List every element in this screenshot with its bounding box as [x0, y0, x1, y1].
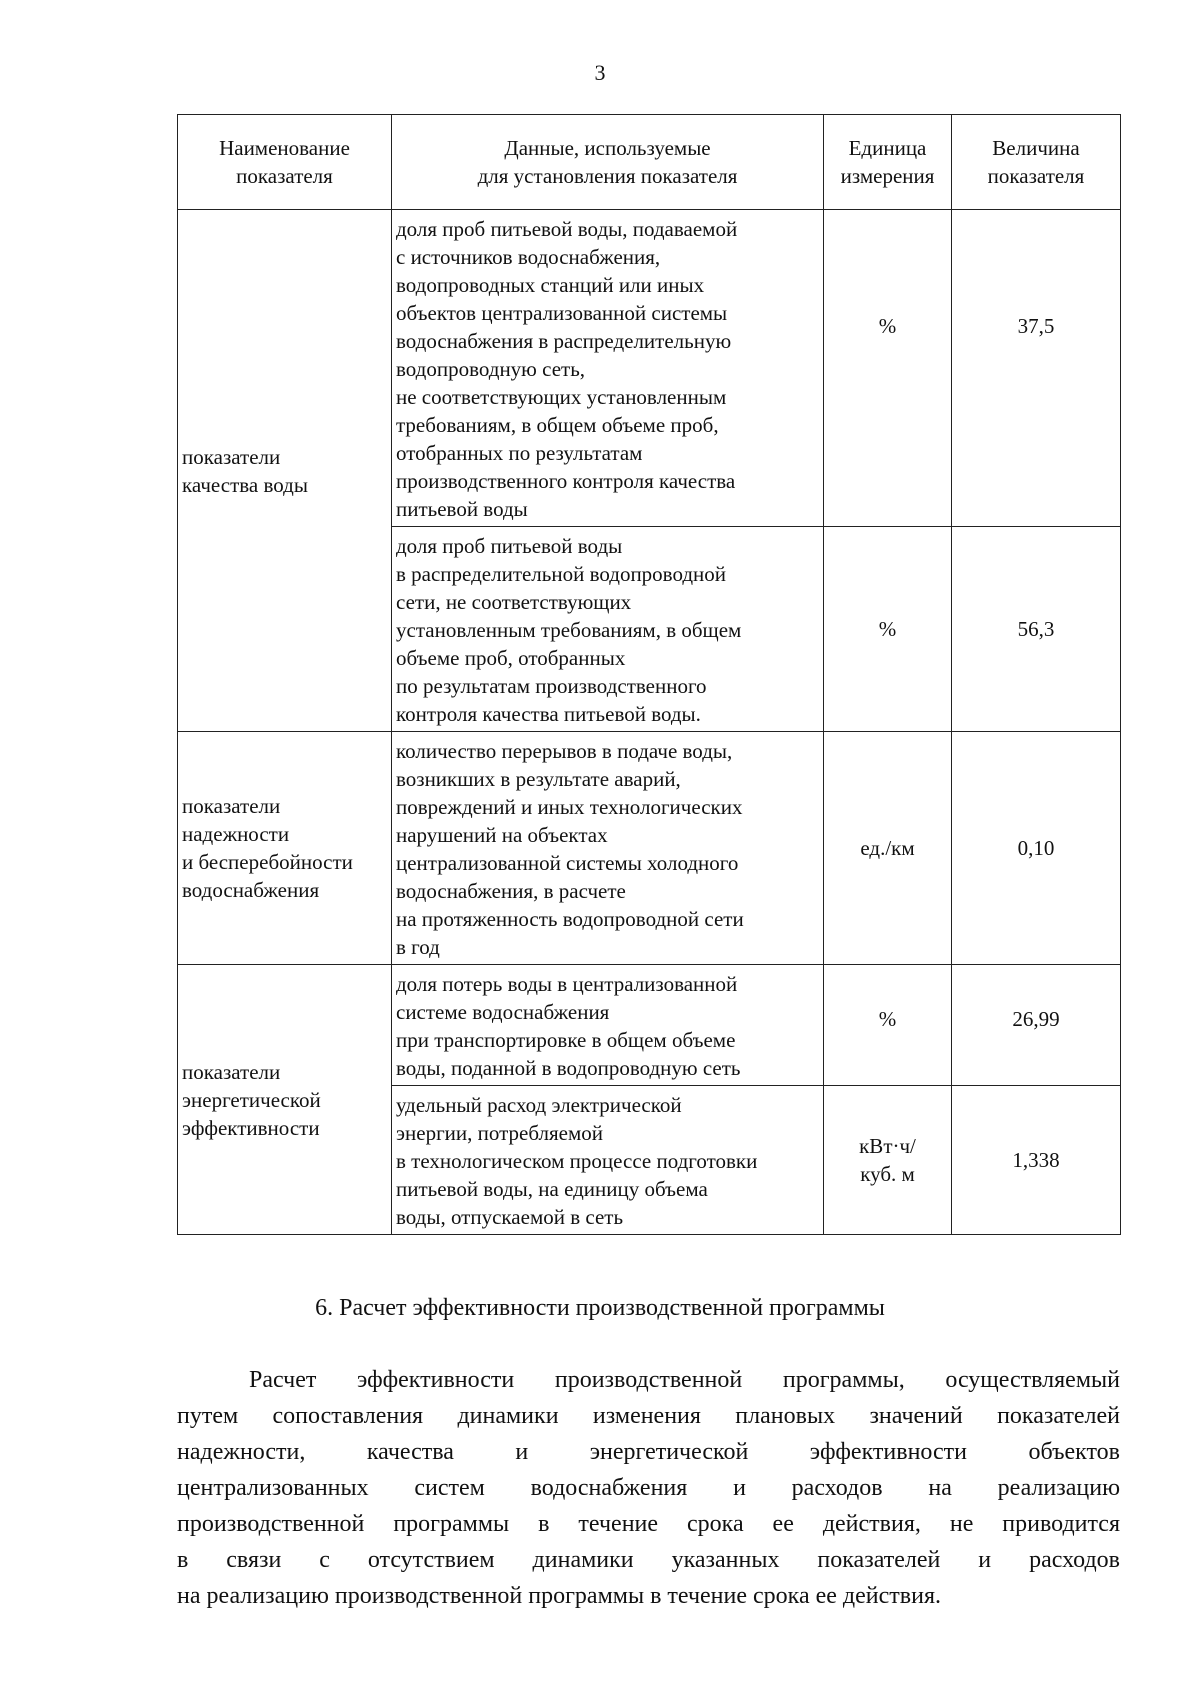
- page-number: 3: [594, 60, 606, 85]
- cell-text: в распределительной водопроводной: [396, 562, 727, 586]
- cell-text: отобранных по результатам: [396, 441, 643, 465]
- cell-text: доля проб питьевой воды: [396, 534, 623, 558]
- header-unit: [824, 115, 952, 210]
- cell-text: контроля качества питьевой воды.: [396, 702, 701, 726]
- cell-text: %: [878, 314, 897, 338]
- header-text: Величина: [992, 136, 1080, 160]
- cell-text: воды, отпускаемой в сеть: [396, 1205, 624, 1229]
- indicator-data-cell: [392, 527, 824, 732]
- indicator-value-cell: [952, 965, 1121, 1086]
- cell-text: %: [878, 617, 897, 641]
- cell-text: на протяженность водопроводной сети: [396, 907, 744, 931]
- paragraph-line: на реализацию производственной программы в течение срока ее действия.: [177, 1583, 941, 1609]
- paragraph-line: надежности, качества и энергетической эффективности объектов: [177, 1439, 1120, 1465]
- cell-text: при транспортировке в общем объеме: [396, 1028, 736, 1052]
- cell-text: водоснабжения, в расчете: [396, 879, 626, 903]
- cell-text: возникших в результате аварий,: [396, 767, 681, 791]
- cell-text: в год: [396, 935, 440, 959]
- cell-text: энергетической: [182, 1087, 321, 1112]
- header-text: Наименование: [219, 136, 350, 160]
- indicator-value-cell: [952, 527, 1121, 732]
- indicator-value-cell: [952, 210, 1121, 527]
- cell-text: 37,5: [1017, 314, 1055, 338]
- indicators-table: [177, 114, 1121, 1235]
- cell-text: нарушений на объектах: [396, 823, 608, 847]
- paragraph-line: путем сопоставления динамики изменения плановых значений показателей: [177, 1403, 1120, 1429]
- header-value: [952, 115, 1121, 210]
- cell-text: водоснабжения в распределительную: [396, 329, 732, 353]
- cell-text: эффективности: [182, 1115, 320, 1140]
- cell-text: 56,3: [1017, 617, 1055, 641]
- cell-text: водопроводных станций или иных: [396, 273, 705, 297]
- cell-text: не соответствующих установленным: [396, 385, 727, 409]
- cell-text: системе водоснабжения: [396, 1000, 610, 1024]
- header-text: измерения: [840, 164, 935, 188]
- section-heading: 6. Расчет эффективности производственной программы: [315, 1295, 885, 1321]
- cell-text: количество перерывов в подаче воды,: [396, 739, 733, 763]
- cell-text: энергии, потребляемой: [396, 1121, 604, 1145]
- indicator-data-cell: [392, 965, 824, 1086]
- indicator-group-name: [178, 210, 392, 732]
- paragraph-line: производственной программы в течение срока ее действия, не приводится: [177, 1511, 1120, 1537]
- table-header-row: [178, 115, 1121, 210]
- indicator-unit-cell: [824, 210, 952, 527]
- cell-text: требованиям, в общем объеме проб,: [396, 413, 719, 437]
- cell-text: водоснабжения: [182, 878, 320, 902]
- indicator-data-cell: [392, 1086, 824, 1235]
- cell-text: воды, поданной в водопроводную сеть: [396, 1056, 741, 1080]
- paragraph-line: в связи с отсутствием динамики указанных показателей и расходов: [177, 1547, 1120, 1573]
- cell-text: удельный расход электрической: [396, 1093, 682, 1117]
- header-text: показателя: [236, 164, 333, 188]
- cell-text: с источников водоснабжения,: [396, 245, 661, 269]
- header-data-used: [392, 115, 824, 210]
- cell-text: качества воды: [182, 472, 308, 497]
- cell-text: куб. м: [860, 1162, 915, 1186]
- cell-text: повреждений и иных технологических: [396, 795, 743, 819]
- section-paragraph: [177, 1362, 1120, 1614]
- indicator-unit-cell: [824, 965, 952, 1086]
- header-indicator-name: [178, 115, 392, 210]
- cell-text: питьевой воды: [396, 497, 528, 521]
- indicator-data-cell: [392, 732, 824, 965]
- table-row: [178, 965, 1121, 1086]
- cell-text: %: [878, 1007, 897, 1031]
- cell-text: доля проб питьевой воды, подаваемой: [396, 217, 738, 241]
- indicator-value-cell: [952, 1086, 1121, 1235]
- cell-text: доля потерь воды в централизованной: [396, 972, 738, 996]
- cell-text: надежности: [182, 822, 290, 846]
- indicator-unit-cell: [824, 1086, 952, 1235]
- cell-text: 26,99: [1012, 1007, 1060, 1031]
- indicator-unit-cell: [824, 527, 952, 732]
- indicator-unit-cell: [824, 732, 952, 965]
- indicator-value-cell: [952, 732, 1121, 965]
- indicator-group-name: [178, 965, 392, 1235]
- cell-text: и бесперебойности: [182, 850, 353, 874]
- indicator-group-name: [178, 732, 392, 965]
- header-text: Данные, используемые: [504, 136, 711, 160]
- cell-text: установленным требованиям, в общем: [396, 618, 742, 642]
- cell-text: объеме проб, отобранных: [396, 646, 626, 670]
- paragraph-line: Расчет эффективности производственной программы, осуществляемый: [249, 1367, 1120, 1393]
- cell-text: централизованной системы холодного: [396, 851, 739, 875]
- cell-text: показатели: [182, 1059, 281, 1084]
- cell-text: по результатам производственного: [396, 674, 707, 698]
- cell-text: сети, не соответствующих: [396, 590, 632, 614]
- cell-text: производственного контроля качества: [396, 469, 736, 493]
- indicator-data-cell: [392, 210, 824, 527]
- cell-text: водопроводную сеть,: [396, 357, 586, 381]
- cell-text: кВт·ч/: [859, 1134, 916, 1158]
- table-row: [178, 210, 1121, 527]
- header-text: показателя: [987, 164, 1085, 188]
- cell-text: показатели: [182, 444, 281, 469]
- header-text: для установления показателя: [477, 164, 738, 188]
- cell-text: питьевой воды, на единицу объема: [396, 1177, 708, 1201]
- table-row: [178, 732, 1121, 965]
- cell-text: 0,10: [1017, 836, 1055, 860]
- cell-text: показатели: [182, 794, 281, 818]
- paragraph-line: централизованных систем водоснабжения и расходов на реализацию: [177, 1475, 1120, 1501]
- cell-text: в технологическом процессе подготовки: [396, 1149, 758, 1173]
- cell-text: ед./км: [860, 836, 915, 860]
- cell-text: объектов централизованной системы: [396, 301, 728, 325]
- cell-text: 1,338: [1012, 1148, 1060, 1172]
- header-text: Единица: [848, 136, 927, 160]
